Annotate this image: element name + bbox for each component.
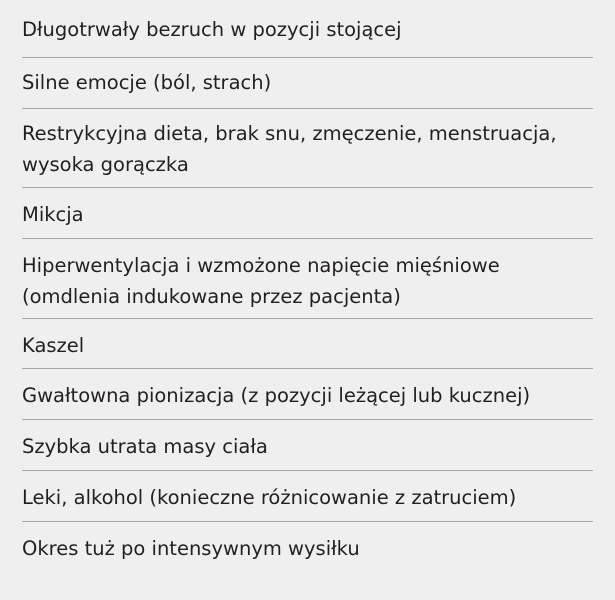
list-item — [22, 108, 593, 180]
list-item-text: Gwałtowna pionizacja (z pozycji leżącej lub kucznej) — [22, 384, 531, 407]
list-item — [22, 238, 593, 312]
list-item-text: Kaszel — [22, 334, 85, 357]
list-item — [22, 470, 593, 513]
list-item-text: Mikcja — [22, 203, 84, 226]
list-item — [22, 521, 593, 564]
list-item-text: Restrykcyjna dieta, brak snu, zmęczenie, menstruacja, wysoka gorączka — [22, 122, 557, 176]
list-item-text: Szybka utrata masy ciała — [22, 435, 268, 458]
list-item-text: Okres tuż po intensywnym wysiłku — [22, 537, 360, 560]
list-item — [22, 14, 593, 45]
list-item — [22, 419, 593, 462]
list-item-text: Silne emocje (ból, strach) — [22, 71, 272, 94]
list-item — [22, 368, 593, 411]
list-item-text: Długotrwały bezruch w pozycji stojącej — [22, 18, 402, 41]
list-item-text: Leki, alkohol (konieczne różnicowanie z zatruciem) — [22, 486, 517, 509]
list-item — [22, 187, 593, 230]
list-item — [22, 318, 593, 361]
list-item — [22, 57, 593, 98]
list-item-text: Hiperwentylacja i wzmożone napięcie mięśniowe (omdlenia indukowane przez pacjenta) — [22, 254, 500, 308]
